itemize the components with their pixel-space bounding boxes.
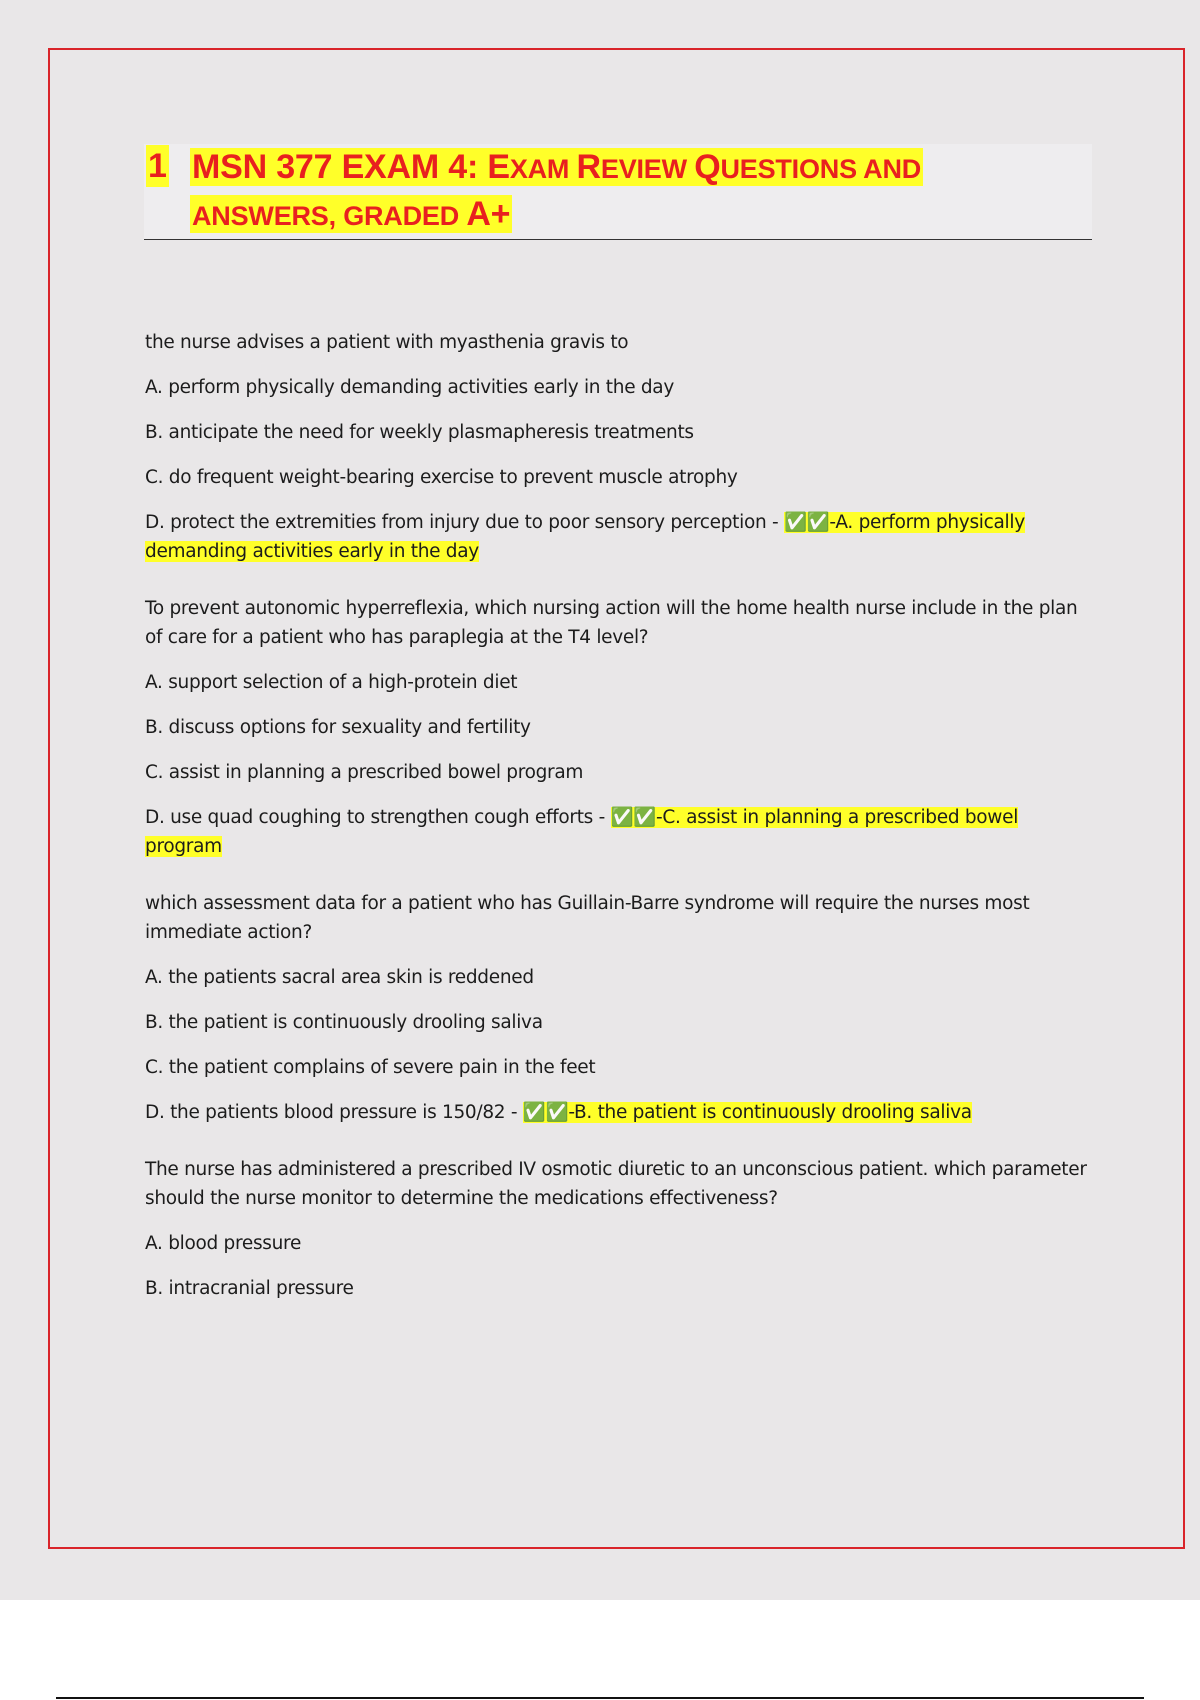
option-d bbox=[145, 803, 1095, 861]
questions-list bbox=[145, 328, 1095, 1331]
option-c: C. the patient complains of severe pain in the feet bbox=[145, 1057, 596, 1078]
question-text: To prevent autonomic hyperreflexia, which nursing action will the home health nurse include in the plan of care for a patient who has paraplegia at the T4 level? bbox=[145, 598, 1078, 648]
title-cap-r: R bbox=[576, 148, 601, 186]
answer-text: -B. the patient is continuously drooling saliva bbox=[568, 1102, 972, 1123]
option-a: A. support selection of a high-protein diet bbox=[145, 672, 518, 693]
question-text: which assessment data for a patient who has Guillain-Barre syndrome will require the nurses most immediate action? bbox=[145, 893, 1030, 943]
option-b: B. discuss options for sexuality and fertility bbox=[145, 717, 531, 738]
option-d bbox=[145, 1098, 1095, 1127]
title-prefix: MSN 377 EXAM 4: bbox=[192, 148, 488, 186]
option-a: A. blood pressure bbox=[145, 1233, 302, 1254]
option-d-text: D. the patients blood pressure is 150/82 - bbox=[145, 1102, 523, 1123]
title-grade: A+ bbox=[466, 195, 511, 233]
next-page-divider bbox=[56, 1697, 1144, 1699]
question-text: the nurse advises a patient with myasthenia gravis to bbox=[145, 332, 629, 353]
question-block-4 bbox=[145, 1155, 1095, 1303]
question-text: The nurse has administered a prescribed IV osmotic diuretic to an unconscious patient. which parameter should the nurse monitor to determine the medications effectiveness? bbox=[145, 1159, 1087, 1209]
double-check-icon: ✅✅ bbox=[783, 512, 830, 533]
title-cap-q: Q bbox=[694, 148, 721, 186]
title-review: EVIEW bbox=[600, 154, 695, 184]
option-b: B. intracranial pressure bbox=[145, 1278, 354, 1299]
option-d bbox=[145, 508, 1095, 566]
answer-text: -C. assist in planning a prescribed bowel program bbox=[145, 807, 1019, 857]
option-d-text: D. protect the extremities from injury due to poor sensory perception - bbox=[145, 512, 784, 533]
heading-number: 1 bbox=[148, 147, 167, 185]
option-d-text: D. use quad coughing to strengthen cough efforts - bbox=[145, 807, 611, 828]
option-b: B. the patient is continuously drooling saliva bbox=[145, 1012, 543, 1033]
title-exam: XAM bbox=[509, 154, 577, 184]
question-block-2 bbox=[145, 594, 1095, 861]
title-questions: UESTIONS AND ANSWERS, GRADED bbox=[192, 154, 922, 231]
option-c: C. assist in planning a prescribed bowel program bbox=[145, 762, 584, 783]
double-check-icon: ✅✅ bbox=[610, 807, 657, 828]
option-b: B. anticipate the need for weekly plasmapheresis treatments bbox=[145, 422, 694, 443]
answer-highlight bbox=[523, 1102, 972, 1123]
double-check-icon: ✅✅ bbox=[522, 1102, 569, 1123]
answer-text: -A. perform physically demanding activities early in the day bbox=[145, 512, 1025, 562]
question-block-3 bbox=[145, 889, 1095, 1127]
option-a: A. perform physically demanding activities early in the day bbox=[145, 377, 674, 398]
option-a: A. the patients sacral area skin is reddened bbox=[145, 967, 534, 988]
document-title bbox=[190, 145, 1050, 239]
title-cap-e: E bbox=[487, 148, 510, 186]
option-c: C. do frequent weight-bearing exercise to prevent muscle atrophy bbox=[145, 467, 738, 488]
question-block-1 bbox=[145, 328, 1095, 566]
